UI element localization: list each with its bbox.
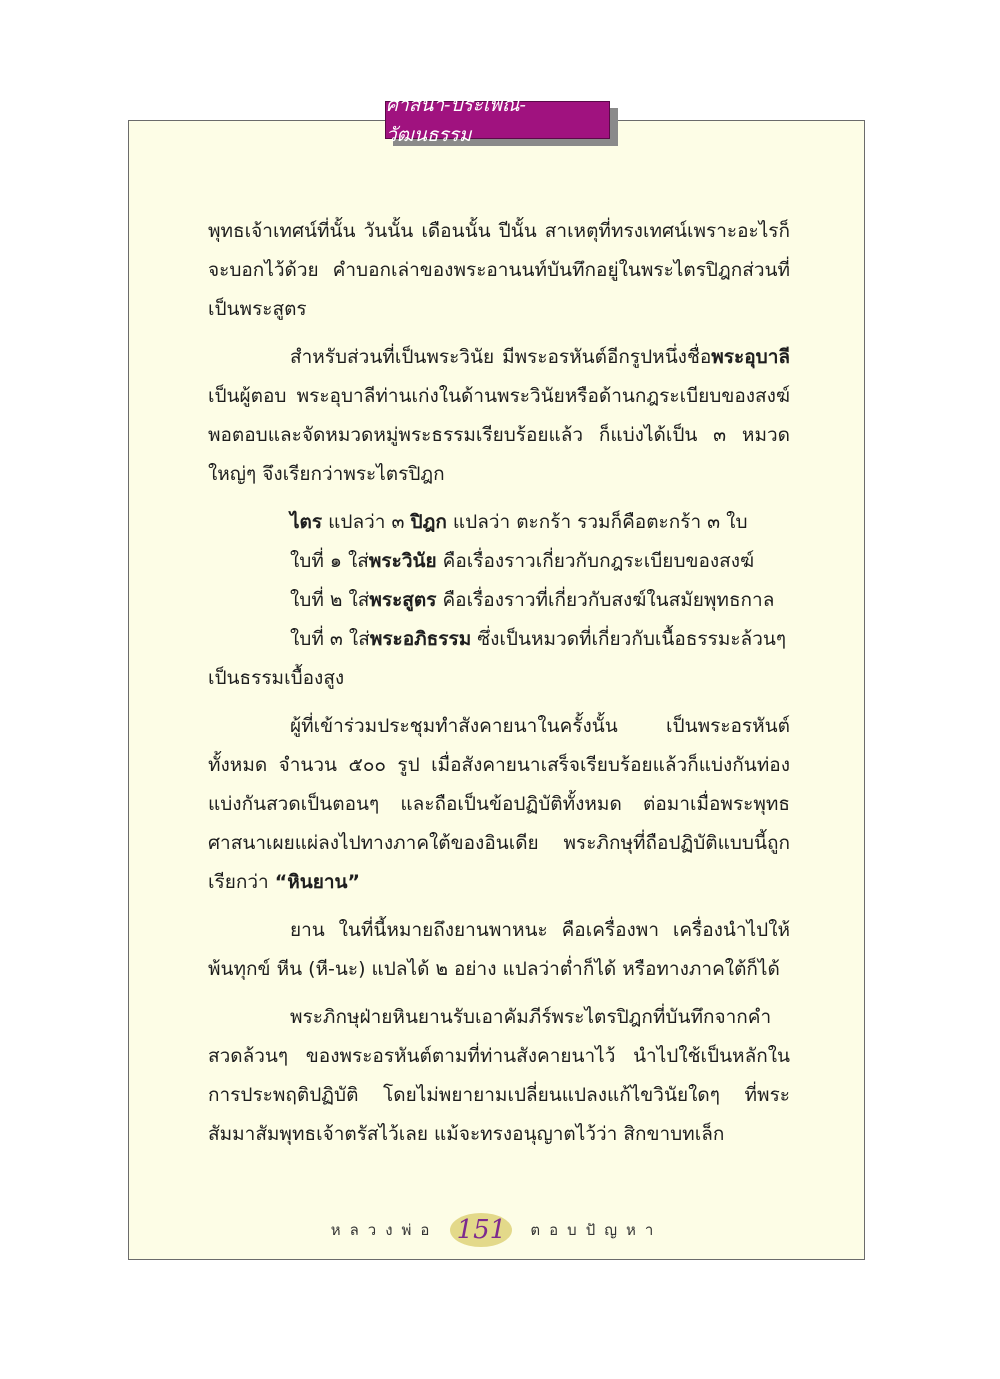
paragraph-3-bold: “หินยาน”	[274, 871, 360, 893]
basket-2-name: พระสูตร	[369, 589, 437, 611]
basket-2-desc: คือเรื่องราวที่เกี่ยวกับสงฆ์ในสมัยพุทธกาล	[436, 589, 775, 611]
page-footer	[128, 1213, 865, 1247]
basket-item-3	[208, 620, 790, 698]
basket-item-1	[208, 542, 790, 581]
term-trai: ไตร	[290, 511, 323, 533]
term-pitaka: ปิฎก	[410, 511, 447, 533]
basket-3-desc: ซึ่งเป็นหมวดที่เกี่ยวกับเนื้อธรรมะล้วนๆ เป็นธรรมเบื้องสูง	[208, 628, 787, 689]
basket-1-name: พระวินัย	[368, 550, 437, 572]
basket-1-prefix: ใบที่ ๑ ใส่	[290, 550, 369, 572]
tripitaka-definition	[208, 503, 790, 542]
basket-1-desc: คือเรื่องราวเกี่ยวกับกฎระเบียบของสงฆ์	[436, 550, 755, 572]
footer-right-text: ตอบปัญหา	[530, 1221, 663, 1239]
paragraph-4: ยาน ในที่นี้หมายถึงยานพาหนะ คือเครื่องพา เครื่องนำไปให้พ้นทุกข์ หีน (หี-นะ) แปลได้ ๒ อย่าง แปลว่าต่ำก็ได้ หรือทางภาคใต้ก็ได้	[208, 919, 790, 980]
basket-3-prefix: ใบที่ ๓ ใส่	[290, 628, 370, 650]
term-pitaka-meaning: แปลว่า ตะกร้า รวมก็คือตะกร้า ๓ ใบ	[446, 511, 748, 533]
body-text	[208, 212, 790, 1163]
page-number: 151	[450, 1213, 512, 1247]
basket-2-prefix: ใบที่ ๒ ใส่	[290, 589, 370, 611]
section-header-title: ศาสนา-ประเพณี-วัฒนธรรม	[386, 94, 526, 146]
paragraph-2-text-b: เป็นผู้ตอบ พระอุบาลีท่านเก่งในด้านพระวินัยหรือด้านกฎระเบียบของสงฆ์ พอตอบและจัดหมวดหมู่พระธรรมเรียบร้อยแล้ว ก็แบ่งได้เป็น ๓ หมวดใหญ่ๆ จึงเรียกว่าพระไตรปิฎก	[208, 385, 790, 485]
paragraph-2-text-a: สำหรับส่วนที่เป็นพระวินัย มีพระอรหันต์อีกรูปหนึ่งชื่อ	[290, 346, 712, 368]
basket-3-name: พระอภิธรรม	[369, 628, 472, 650]
paragraph-3-text: ผู้ที่เข้าร่วมประชุมทำสังคายนาในครั้งนั้น เป็นพระอรหันต์ทั้งหมด จำนวน ๕๐๐ รูป เมื่อสังคายนาเสร็จเรียบร้อยแล้วก็แบ่งกันท่อง แบ่งกันสวดเป็นตอนๆ และถือเป็นข้อปฏิบัติทั้งหมด ต่อมาเมื่อพระพุทธศาสนาเผยแผ่ลงไปทางภาคใต้ของอินเดีย พระภิกษุที่ถือปฏิบัติแบบนี้ถูกเรียกว่า	[208, 715, 790, 893]
paragraph-1: พุทธเจ้าเทศน์ที่นั้น วันนั้น เดือนนั้น ปีนั้น สาเหตุที่ทรงเทศน์เพราะอะไรก็จะบอกไว้ด้วย คำบอกเล่าของพระอานนท์บันทึกอยู่ในพระไตรปิฎกส่วนที่เป็นพระสูตร	[208, 220, 790, 320]
paragraph-5: พระภิกษุฝ่ายหินยานรับเอาคัมภีร์พระไตรปิฎกที่บันทึกจากคำสวดล้วนๆ ของพระอรหันต์ตามที่ท่านสังคายนาไว้ นำไปใช้เป็นหลักในการประพฤติปฏิบัติ โดยไม่พยายามเปลี่ยนแปลงแก้ไขวินัยใดๆ ที่พระสัมมาสัมพุทธเจ้าตรัสไว้เลย แม้จะทรงอนุญาตไว้ว่า สิกขาบทเล็ก	[208, 1006, 790, 1145]
paragraph-2-bold: พระอุบาลี	[711, 346, 790, 368]
paragraph-3	[208, 707, 790, 902]
section-header	[385, 94, 610, 146]
term-trai-meaning: แปลว่า ๓	[322, 511, 411, 533]
footer-left-text: หลวงพ่อ	[330, 1221, 439, 1239]
basket-item-2	[208, 581, 790, 620]
paragraph-2	[208, 338, 790, 494]
